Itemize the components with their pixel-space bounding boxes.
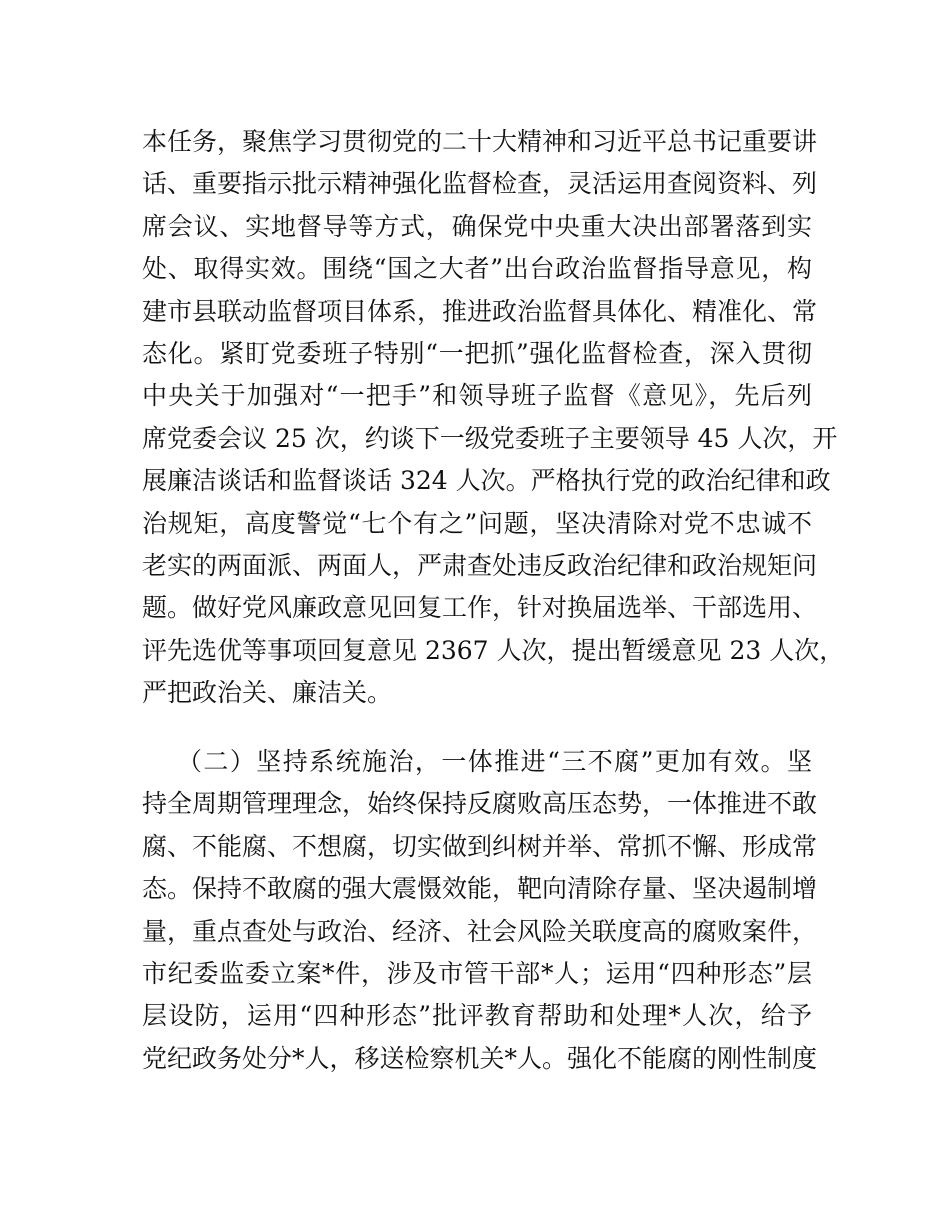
text-line: 题。做好党风廉政意见回复工作，针对换届选举、干部选用、 [142,593,818,623]
text-line: 展廉洁谈话和监督谈话 324 人次。严格执行党的政治纪律和政 [142,466,831,496]
text-line: 话、重要指示批示精神强化监督检查，灵活运用查阅资料、列 [142,169,818,199]
paragraph-section-2 [142,741,818,1080]
text-line: 严把政治关、廉洁关。 [142,678,393,708]
text-line: 评先选优等事项回复意见 2367 人次，提出暂缓意见 23 人次， [142,635,845,665]
section-heading-line: （二）坚持系统施治，一体推进“三不腐”更加有效。坚 [177,747,812,776]
text-line: 持全周期管理理念，始终保持反腐败高压态势，一体推进不敢 [142,789,818,819]
text-line: 建市县联动监督项目体系，推进政治监督具体化、精准化、常 [142,296,818,326]
text-line: 治规矩，高度警觉“七个有之”问题，坚决清除对党不忠诚不 [142,508,812,538]
text-line: 态。保持不敢腐的强大震慑效能，靶向清除存量、坚决遏制增 [142,874,818,904]
text-line: 腐、不能腐、不想腐，切实做到纠树并举、常抓不懈、形成常 [142,831,818,861]
text-line: 老实的两面派、两面人，严肃查处违反政治纪律和政治规矩问 [142,550,818,580]
text-line: 态化。紧盯党委班子特别“一把抓”强化监督检查，深入贯彻 [142,338,812,368]
text-line: 党纪政务处分*人，移送检察机关*人。强化不能腐的刚性制度 [142,1043,818,1073]
text-line: 量，重点查处与政治、经济、社会风险关联度高的腐败案件， [142,916,818,946]
text-line: 中央关于加强对“一把手”和领导班子监督《意见》，先后列 [142,381,812,411]
text-line: 席会议、实地督导等方式，确保党中央重大决出部署落到实 [142,211,812,241]
text-line: 席党委会议 25 次，约谈下一级党委班子主要领导 45 人次，开 [142,423,838,453]
paragraph-continuation [142,121,845,714]
text-line: 处、取得实效。围绕“国之大者”出台政治监督指导意见，构 [142,254,812,284]
text-line: 市纪委监委立案*件，涉及市管干部*人；运用“四种形态”层 [142,958,812,988]
text-line: 本任务，聚焦学习贯彻党的二十大精神和习近平总书记重要讲 [142,127,818,156]
text-line: 层设防，运用“四种形态”批评教育帮助和处理*人次，给予 [142,1001,812,1031]
